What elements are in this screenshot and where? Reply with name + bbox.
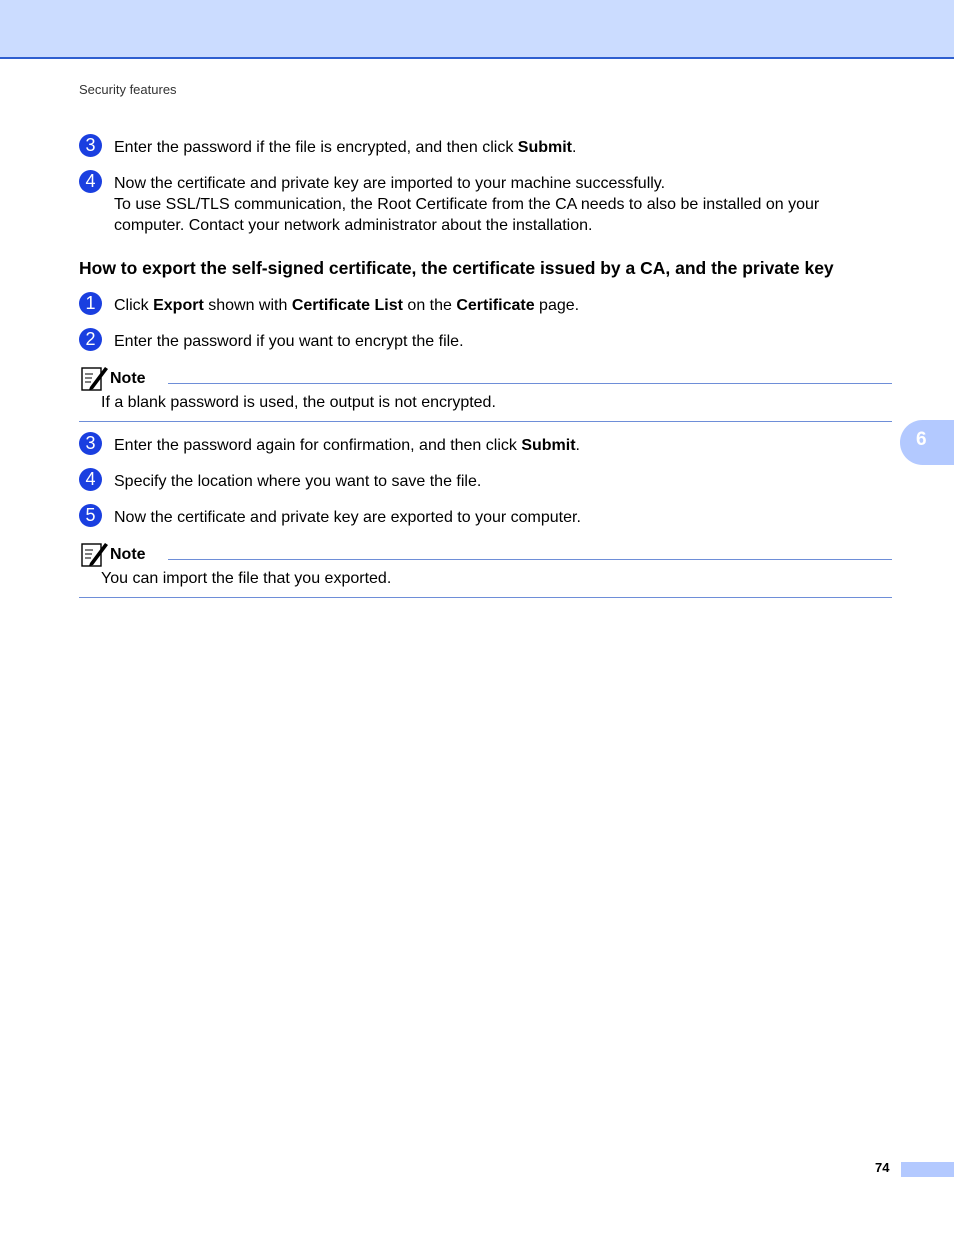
note-bottom-rule bbox=[79, 421, 892, 422]
step-paragraph: Specify the location where you want to save the file. bbox=[114, 473, 482, 490]
step-number-badge: 4 bbox=[79, 468, 102, 491]
text-run: Enter the password if the file is encrypted, and then click bbox=[114, 139, 518, 156]
export-step-4 bbox=[79, 471, 889, 492]
step-text bbox=[114, 507, 889, 528]
bold-run-submit: Submit bbox=[521, 437, 576, 454]
bold-run-submit: Submit bbox=[517, 139, 572, 156]
text-run: on the bbox=[402, 297, 457, 314]
text-run: Click bbox=[114, 297, 154, 314]
bold-run-certificate-list: Certificate List bbox=[291, 297, 403, 314]
step-3-top bbox=[79, 137, 889, 158]
step-number-badge: 2 bbox=[79, 328, 102, 351]
note-top-rule bbox=[168, 559, 892, 560]
step-text bbox=[114, 435, 889, 456]
step-text bbox=[114, 295, 889, 316]
bold-run-certificate: Certificate bbox=[456, 297, 535, 314]
step-paragraph bbox=[114, 295, 889, 316]
step-number-badge: 4 bbox=[79, 170, 102, 193]
note-pencil-icon bbox=[80, 540, 110, 568]
step-number-badge: 3 bbox=[79, 432, 102, 455]
step-text bbox=[114, 471, 889, 492]
step-text bbox=[114, 173, 889, 236]
export-step-3 bbox=[79, 435, 889, 456]
note-label: Note bbox=[110, 370, 146, 387]
note-pencil-icon bbox=[80, 364, 110, 392]
step-number-badge: 5 bbox=[79, 504, 102, 527]
export-step-5 bbox=[79, 507, 889, 528]
chapter-tab bbox=[900, 420, 954, 465]
export-step-1 bbox=[79, 295, 889, 316]
text-run: . bbox=[571, 139, 577, 156]
page-footer-bar bbox=[901, 1162, 954, 1177]
step-line-2: To use SSL/TLS communication, the Root Certificate from the CA needs to also be installed on your computer. Contact your network administrator about the installation. bbox=[114, 196, 820, 234]
text-run: Enter the password again for confirmation, and then click bbox=[114, 437, 522, 454]
step-paragraph: Now the certificate and private key are exported to your computer. bbox=[114, 509, 581, 526]
note-label: Note bbox=[110, 546, 146, 563]
running-header: Security features bbox=[79, 82, 177, 97]
section-heading: How to export the self-signed certificate, the certificate issued by a CA, and the private key bbox=[79, 258, 834, 278]
step-text bbox=[114, 331, 889, 352]
step-paragraph: Enter the password if you want to encrypt the file. bbox=[114, 333, 464, 350]
note-bottom-rule bbox=[79, 597, 892, 598]
note-text: If a blank password is used, the output is not encrypted. bbox=[101, 394, 496, 411]
bold-run-export: Export bbox=[153, 297, 204, 314]
note-header bbox=[80, 364, 892, 392]
export-step-2 bbox=[79, 331, 889, 352]
step-number-badge: 1 bbox=[79, 292, 102, 315]
page-number: 74 bbox=[875, 1160, 890, 1175]
step-paragraph bbox=[114, 435, 889, 456]
step-number-badge: 3 bbox=[79, 134, 102, 157]
note-header bbox=[80, 540, 892, 568]
note-text: You can import the file that you exported. bbox=[101, 570, 392, 587]
text-run: shown with bbox=[203, 297, 292, 314]
step-paragraph bbox=[114, 137, 889, 158]
text-run: . bbox=[575, 437, 580, 454]
text-run: page. bbox=[534, 297, 580, 314]
step-text bbox=[114, 137, 889, 158]
chapter-number: 6 bbox=[916, 429, 927, 450]
note-top-rule bbox=[168, 383, 892, 384]
top-header-band bbox=[0, 0, 954, 59]
step-line-1: Now the certificate and private key are imported to your machine successfully. bbox=[114, 175, 666, 192]
step-4-top bbox=[79, 173, 889, 236]
